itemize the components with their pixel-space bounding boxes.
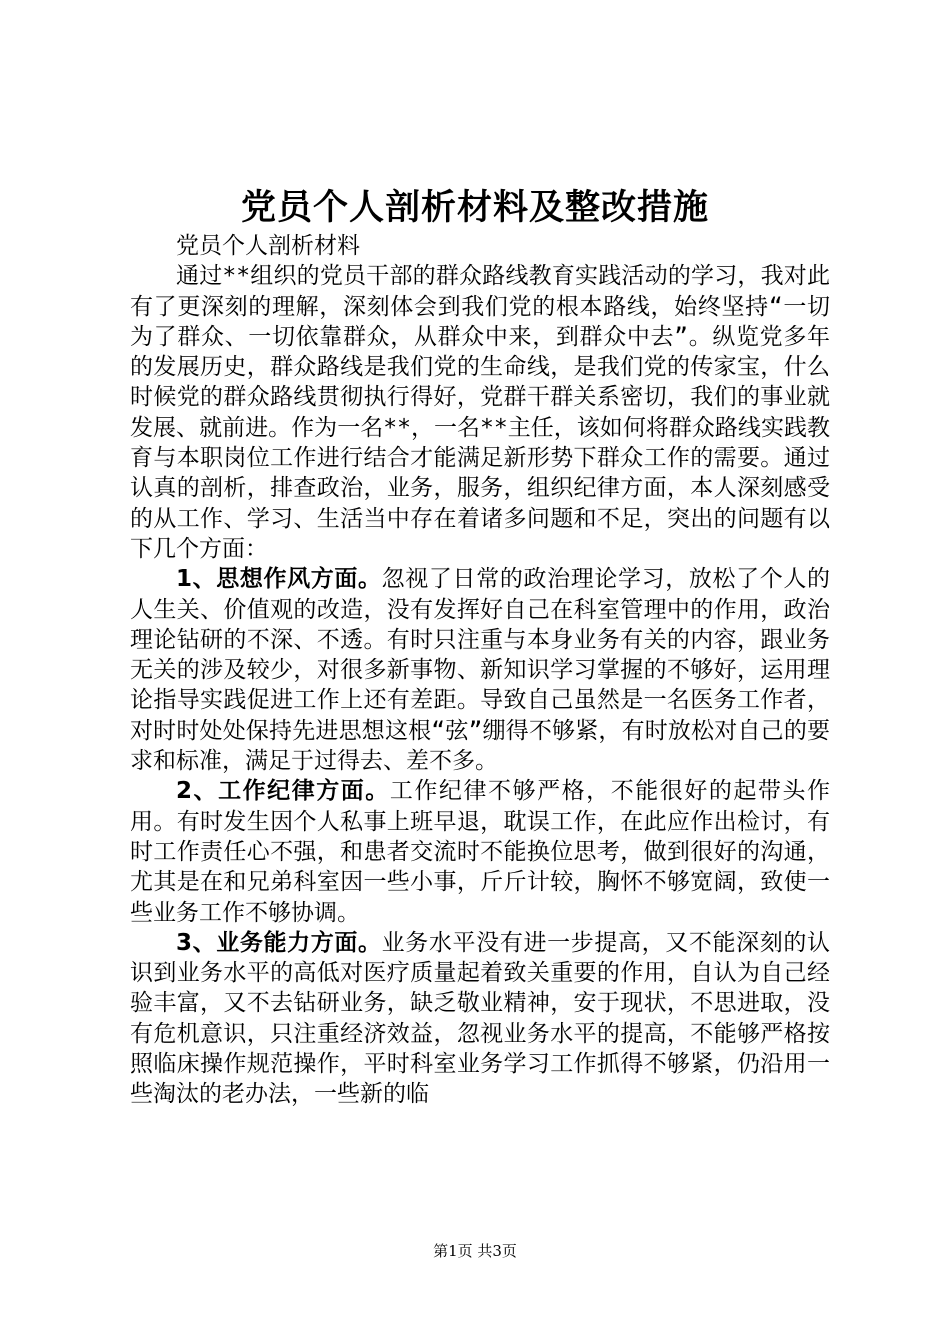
section-text: 业务水平没有进一步提高，又不能深刻的认识到业务水平的高低对医疗质量起着致关重要的作用，自认为自己经验丰富，又不去钻研业务，缺乏敬业精神，安于现状，不思进取，没有危机意识，只注重经济效益，忽视业务水平的提高，不能够严格按照临床操作规范操作，平时科室业务学习工作抓得不够紧，仍沿用一些淘汰的老办法，一些新的临 — [130, 929, 830, 1108]
page-title: 党员个人剖析材料及整改措施 — [240, 187, 709, 228]
section-paragraph-2 — [130, 776, 830, 927]
section-paragraph-1 — [130, 564, 830, 776]
section-paragraph-3 — [130, 928, 830, 1110]
subtitle: 党员个人剖析材料 — [176, 233, 360, 259]
section-heading: 2、工作纪律方面。 — [176, 778, 390, 805]
section-text: 忽视了日常的政治理论学习，放松了个人的人生关、价值观的改造，没有发挥好自己在科室管理中的作用，政治理论钻研的不深、不透。有时只注重与本身业务有关的内容，跟业务无关的涉及较少，对很多新事物、新知识学习掌握的不够好，运用理论指导实践促进工作上还有差距。导致自己虽然是一名医务工作者，对时时处处保持先进思想这根“弦”绷得不够紧，有时放松对自己的要求和标准，满足于过得去、差不多。 — [130, 566, 830, 775]
section-heading: 1、思想作风方面。 — [176, 566, 382, 593]
page-footer: 第1页 共3页 — [433, 1242, 517, 1260]
section-heading: 3、业务能力方面。 — [176, 929, 382, 956]
document-body — [130, 231, 830, 1110]
intro-paragraph: 通过**组织的党员干部的群众路线教育实践活动的学习，我对此有了更深刻的理解，深刻体会到我们党的根本路线，始终坚持“一切为了群众、一切依靠群众，从群众中来，到群众中去”。纵览党多年的发展历史，群众路线是我们党的生命线，是我们党的传家宝，什么时候党的群众路线贯彻执行得好，党群干群关系密切，我们的事业就发展、就前进。作为一名**，一名**主任，该如何将群众路线实践教育与本职岗位工作进行结合才能满足新形势下群众工作的需要。通过认真的剖析，排查政治，业务，服务，组织纪律方面，本人深刻感受的从工作、学习、生活当中存在着诸多问题和不足，突出的问题有以下几个方面： — [130, 263, 830, 562]
section-text: 工作纪律不够严格，不能很好的起带头作用。有时发生因个人私事上班早退，耽误工作，在此应作出检讨，有时工作责任心不强，和患者交流时不能换位思考，做到很好的沟通，尤其是在和兄弟科室因一些小事，斤斤计较，胸怀不够宽阔，致使一些业务工作不够协调。 — [130, 778, 831, 926]
